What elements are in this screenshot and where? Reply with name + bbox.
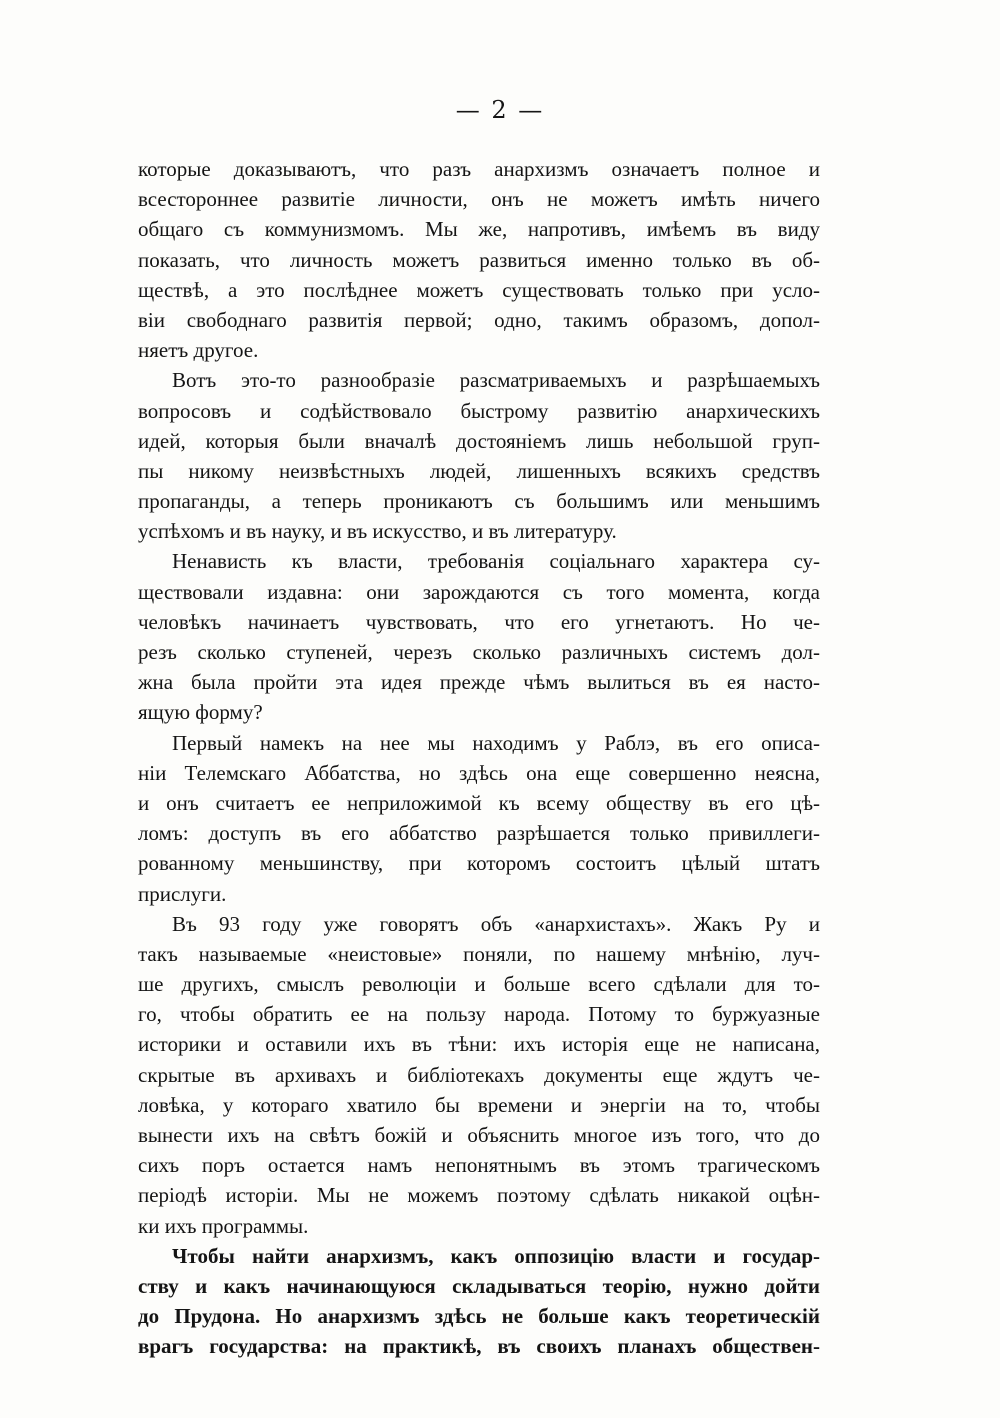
text-line: такъ называемые «неистовые» поняли, по нашему мнѣнію, луч- xyxy=(138,941,820,966)
text-line: вопросовъ и содѣйствовало быстрому развитію анархическихъ xyxy=(138,398,820,423)
text-line: періодѣ исторіи. Мы не можемъ поэтому сдѣлать никакой оцѣн- xyxy=(138,1183,820,1208)
text-line: Вотъ это-то разнообразіе разсматриваемыхъ и разрѣшаемыхъ xyxy=(172,368,820,393)
text-line: рованному меньшинству, при которомъ состоитъ цѣлый штатъ xyxy=(138,851,820,876)
text-line: и онъ считаетъ ее неприложимой къ всему обществу въ его цѣ- xyxy=(138,790,820,815)
text-line: ществѣ, а это послѣднее можетъ существовать только при усло- xyxy=(138,277,820,302)
text-line: ше другихъ, смыслъ революціи и больше всего сдѣлали для то- xyxy=(138,972,820,997)
text-line: резъ сколько ступеней, черезъ сколько различныхъ системъ дол- xyxy=(138,640,820,664)
text-line: которые доказываютъ, что разъ анархизмъ означаетъ полное и xyxy=(138,157,820,181)
text-line: віи свободнаго развитія первой; одно, такимъ образомъ, допол- xyxy=(138,307,820,332)
text-line: Въ 93 году уже говорятъ объ «анархистахъ». Жакъ Ру и xyxy=(172,911,820,936)
body-text xyxy=(138,154,820,1362)
text-line: ящую форму? xyxy=(138,700,263,725)
text-line: прислуги. xyxy=(138,881,227,906)
text-line: вынести ихъ на свѣтъ божій и объяснить многое изъ того, что до xyxy=(138,1123,820,1147)
text-line: пы никому неизвѣстныхъ людей, лишенныхъ всякихъ средствъ xyxy=(138,458,820,483)
text-line: пропаганды, а теперь проникаютъ съ большимъ или меньшимъ xyxy=(138,489,820,514)
text-line: жна была пройти эта идея прежде чѣмъ вылиться въ ея насто- xyxy=(138,670,820,695)
text-line: всестороннее развитіе личности, онъ не можетъ имѣть ничего xyxy=(138,187,820,212)
text-line: го, чтобы обратить ее на пользу народа. Потому то буржуазные xyxy=(138,1002,820,1027)
text-line: врагъ государства: на практикѣ, въ своихъ планахъ обществен- xyxy=(138,1334,820,1359)
page-number: — 2 — xyxy=(455,96,545,124)
text-line: Ненависть къ власти, требованія соціальнаго характера су- xyxy=(172,549,820,574)
text-line: успѣхомъ и въ науку, и въ искусство, и въ литературу. xyxy=(138,519,617,544)
text-line: ніи Телемскаго Аббатства, но здѣсь она еще совершенно неясна, xyxy=(138,760,820,785)
text-line: историки и оставили ихъ въ тѣни: ихъ исторія еще не написана, xyxy=(138,1032,820,1057)
text-line: ломъ: доступъ въ его аббатство разрѣшается только привиллеги- xyxy=(138,821,820,846)
text-line: человѣкъ начинаетъ чувствовать, что его угнетаютъ. Но че- xyxy=(138,609,820,634)
text-line: до Прудона. Но анархизмъ здѣсь не больше какъ теоретическій xyxy=(138,1304,820,1329)
text-line: няетъ другое. xyxy=(138,338,259,363)
text-line: Чтобы найти анархизмъ, какъ оппозицію власти и государ- xyxy=(172,1243,820,1268)
text-line: Первый намекъ на нее мы находимъ у Раблэ, въ его описа- xyxy=(172,730,820,755)
text-line: показать, что личность можетъ развиться именно только въ об- xyxy=(138,247,820,272)
text-line: ществовали издавна: они зарождаются съ того момента, когда xyxy=(138,579,820,604)
text-line: общаго съ коммунизмомъ. Мы же, напротивъ, имѣемъ въ виду xyxy=(138,217,820,242)
text-line: идей, которыя были вначалѣ достояніемъ лишь небольшой груп- xyxy=(138,428,820,453)
text-line: ловѣка, у котораго хватило бы времени и энергіи на то, чтобы xyxy=(138,1092,820,1117)
text-line: ству и какъ начинающуюся складываться теорію, нужно дойти xyxy=(138,1273,820,1298)
text-line: скрытые въ архивахъ и библіотекахъ документы еще ждутъ че- xyxy=(138,1062,820,1087)
text-line: ки ихъ программы. xyxy=(138,1213,309,1238)
text-line: сихъ поръ остается намъ непонятнымъ въ этомъ трагическомъ xyxy=(138,1153,820,1178)
